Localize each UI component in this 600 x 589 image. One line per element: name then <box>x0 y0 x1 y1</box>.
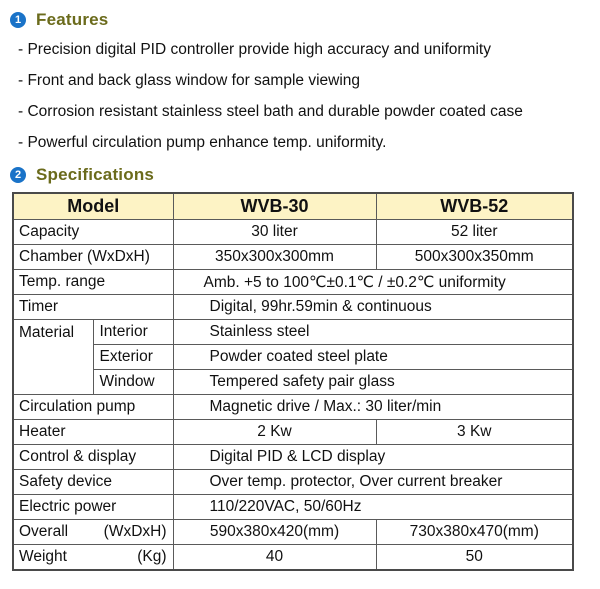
timer-label: Timer <box>13 295 173 320</box>
material-label: Material <box>13 320 93 395</box>
material-interior-value: Stainless steel <box>173 320 573 345</box>
model-header: Model <box>13 193 173 220</box>
table-row <box>13 470 573 495</box>
heater-label: Heater <box>13 420 173 445</box>
feature-item: - Powerful circulation pump enhance temp. uniformity. <box>18 134 387 151</box>
wvb-30-header: WVB-30 <box>173 193 376 220</box>
weight-unit: (Kg) <box>137 548 167 565</box>
material-exterior-value: Powder coated steel plate <box>173 345 573 370</box>
capacity-wvb-30: 30 liter <box>173 220 376 245</box>
table-row <box>13 295 573 320</box>
overall-label: Overall <box>19 523 69 540</box>
weight-label-cell <box>13 545 173 571</box>
material-interior-label: Interior <box>93 320 173 345</box>
timer-value: Digital, 99hr.59min & continuous <box>173 295 573 320</box>
capacity-wvb-52: 52 liter <box>376 220 573 245</box>
specifications-heading <box>10 163 154 187</box>
weight-wvb-52: 50 <box>376 545 573 571</box>
heater-wvb-30: 2 Kw <box>173 420 376 445</box>
table-row <box>13 345 573 370</box>
table-row <box>13 520 573 545</box>
material-exterior-label: Exterior <box>93 345 173 370</box>
overall-label-cell <box>13 520 173 545</box>
specifications-title: Specifications <box>36 165 155 184</box>
specifications-table <box>12 192 574 571</box>
electric-power-label: Electric power <box>13 495 173 520</box>
table-row <box>13 245 573 270</box>
safety-device-value: Over temp. protector, Over current breaker <box>173 470 573 495</box>
table-row <box>13 420 573 445</box>
table-row <box>13 220 573 245</box>
chamber-label: Chamber (WxDxH) <box>13 245 173 270</box>
circulation-pump-label: Circulation pump <box>13 395 173 420</box>
features-title: Features <box>36 10 109 29</box>
chamber-wvb-30: 350x300x300mm <box>173 245 376 270</box>
table-row <box>13 395 573 420</box>
overall-wvb-30: 590x380x420(mm) <box>173 520 376 545</box>
table-row <box>13 320 573 345</box>
table-row <box>13 495 573 520</box>
temp-range-value: Amb. +5 to 100℃±0.1℃ / ±0.2℃ uniformity <box>173 270 573 295</box>
table-header-row <box>13 193 573 220</box>
table-row <box>13 445 573 470</box>
feature-item: - Corrosion resistant stainless steel bath and durable powder coated case <box>18 103 523 120</box>
features-list <box>18 38 523 162</box>
safety-device-label: Safety device <box>13 470 173 495</box>
feature-item: - Front and back glass window for sample viewing <box>18 72 361 89</box>
capacity-label: Capacity <box>13 220 173 245</box>
chamber-wvb-52: 500x300x350mm <box>376 245 573 270</box>
control-display-label: Control & display <box>13 445 173 470</box>
table-row <box>13 270 573 295</box>
weight-label: Weight <box>19 548 67 565</box>
material-window-label: Window <box>93 370 173 395</box>
table-row <box>13 370 573 395</box>
heater-wvb-52: 3 Kw <box>376 420 573 445</box>
control-display-value: Digital PID & LCD display <box>173 445 573 470</box>
overall-wvb-52: 730x380x470(mm) <box>376 520 573 545</box>
circulation-pump-value: Magnetic drive / Max.: 30 liter/min <box>173 395 573 420</box>
features-heading <box>10 8 108 32</box>
wvb-52-header: WVB-52 <box>376 193 573 220</box>
material-window-value: Tempered safety pair glass <box>173 370 573 395</box>
overall-unit: (WxDxH) <box>103 523 167 540</box>
weight-wvb-30: 40 <box>173 545 376 571</box>
electric-power-value: 110/220VAC, 50/60Hz <box>173 495 573 520</box>
feature-item: - Precision digital PID controller provide high accuracy and uniformity <box>18 41 491 58</box>
temp-range-label: Temp. range <box>13 270 173 295</box>
table-row <box>13 545 573 571</box>
number-one-icon: 1 <box>10 12 26 28</box>
number-two-icon: 2 <box>10 167 26 183</box>
